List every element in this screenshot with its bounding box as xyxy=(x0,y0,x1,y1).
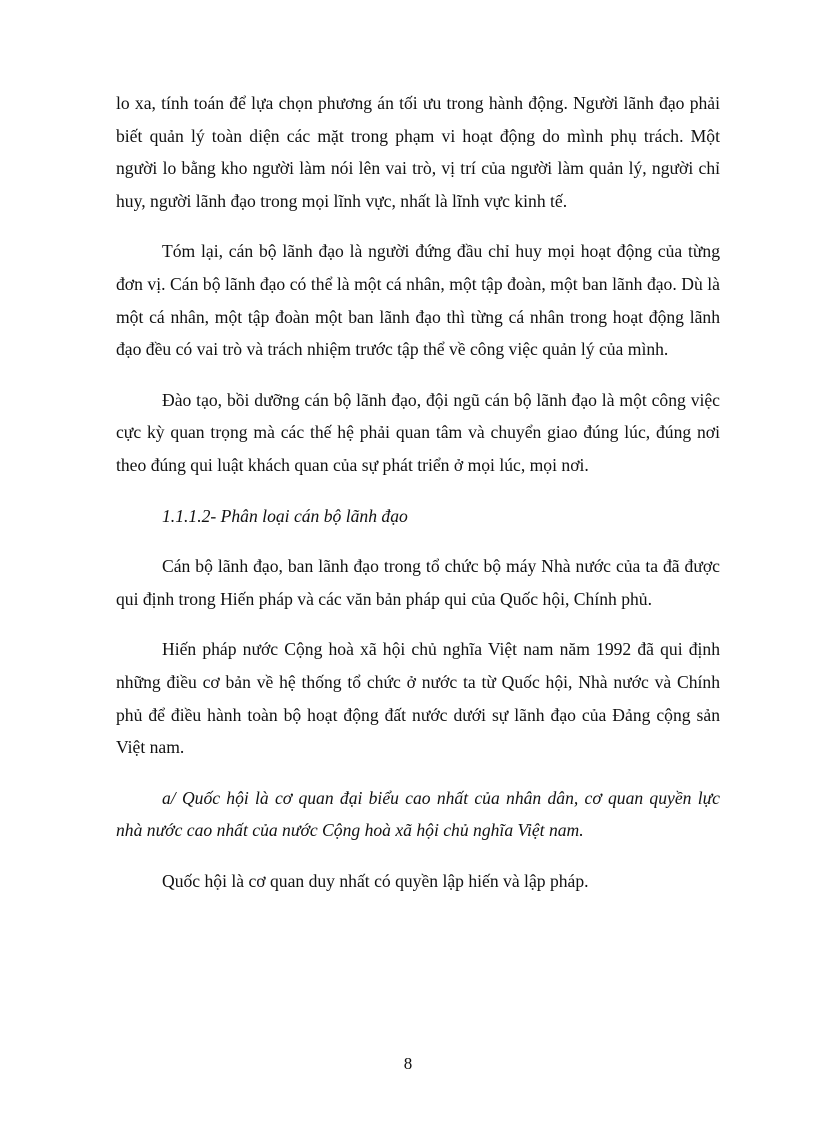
paragraph-national-assembly: Quốc hội là cơ quan duy nhất có quyền lập hiến và lập pháp. xyxy=(162,870,589,891)
section-heading: 1.1.1.2- Phân loại cán bộ lãnh đạo xyxy=(162,505,408,526)
paragraph-classification: Cán bộ lãnh đạo, ban lãnh đạo trong tổ chức bộ máy Nhà nước của ta đã được qui định trong Hiến pháp và các văn bản pháp qui của Quốc hội, Chính phủ. xyxy=(116,556,720,609)
paragraph-constitution: Hiến pháp nước Cộng hoà xã hội chủ nghĩa Việt nam năm 1992 đã qui định những điều cơ bản về hệ thống tổ chức ở nước ta từ Quốc hội, Nhà nước và Chính phủ để điều hành toàn bộ hoạt động đất nước dưới sự lãnh đạo của Đảng cộng sản Việt nam. xyxy=(116,639,720,758)
paragraph-training: Đào tạo, bồi dưỡng cán bộ lãnh đạo, đội ngũ cán bộ lãnh đạo là một công việc cực kỳ quan trọng mà các thế hệ phải quan tâm và chuyển giao đúng lúc, đúng nơi theo đúng qui luật khách quan của sự phát triển ở mọi lúc, mọi nơi. xyxy=(116,389,720,475)
page-content xyxy=(116,87,720,915)
subsection-heading-national-assembly: a/ Quốc hội là cơ quan đại biểu cao nhất của nhân dân, cơ quan quyền lực nhà nước cao nhất của nước Cộng hoà xã hội chủ nghĩa Việt nam. xyxy=(116,787,720,841)
page-number: 8 xyxy=(403,1054,413,1073)
paragraph-continuation: lo xa, tính toán để lựa chọn phương án tối ưu trong hành động. Người lãnh đạo phải biết quản lý toàn diện các mặt trong phạm vi hoạt động do mình phụ trách. Một người lo bằng kho người làm nói lên vai trò, vị trí của người làm quản lý, người chỉ huy, người lãnh đạo trong mọi lĩnh vực, nhất là lĩnh vực kinh tế. xyxy=(116,93,720,211)
paragraph-summary: Tóm lại, cán bộ lãnh đạo là người đứng đầu chỉ huy mọi hoạt động của từng đơn vị. Cán bộ lãnh đạo có thể là một cá nhân, một tập đoàn, một ban lãnh đạo. Dù là một cá nhân, một tập đoàn một ban lãnh đạo thì từng cá nhân trong hoạt động lãnh đạo đều có vai trò và trách nhiệm trước tập thể về công việc quản lý của mình. xyxy=(116,241,720,360)
